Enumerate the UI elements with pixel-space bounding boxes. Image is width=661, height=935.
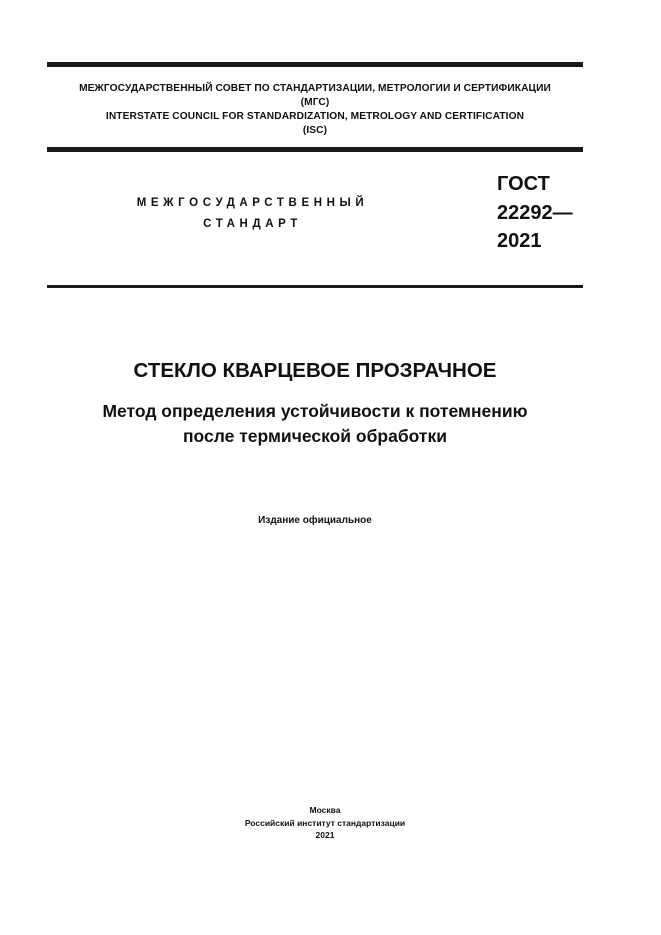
standard-type-line1: МЕЖГОСУДАРСТВЕННЫЙ bbox=[136, 197, 369, 209]
gost-label: ГОСТ bbox=[497, 173, 550, 195]
bottom-rule bbox=[47, 285, 583, 288]
gost-year: 2021 bbox=[497, 230, 542, 252]
top-rule bbox=[47, 62, 583, 67]
edition-note: Издание официальное bbox=[258, 515, 372, 526]
council-abbr-ru: (МГС) bbox=[300, 97, 330, 108]
gost-number: 22292— bbox=[497, 201, 573, 224]
gost-designation bbox=[497, 170, 573, 256]
subtitle-line2: после термической обработки bbox=[182, 426, 447, 446]
council-abbr-en: (ISC) bbox=[302, 125, 328, 136]
imprint-city: Москва bbox=[309, 805, 341, 815]
council-name-ru: МЕЖГОСУДАРСТВЕННЫЙ СОВЕТ ПО СТАНДАРТИЗАЦИИ, МЕТРОЛОГИИ И СЕРТИФИКАЦИИ bbox=[79, 83, 551, 94]
council-header bbox=[47, 82, 583, 138]
standard-type-line2: СТАНДАРТ bbox=[203, 218, 302, 230]
imprint-year: 2021 bbox=[315, 830, 335, 840]
document-title: СТЕКЛО КВАРЦЕВОЕ ПРОЗРАЧНОЕ bbox=[133, 359, 497, 382]
subtitle-line1: Метод определения устойчивости к потемнению bbox=[102, 401, 528, 421]
council-name-en: INTERSTATE COUNCIL FOR STANDARDIZATION, METROLOGY AND CERTIFICATION bbox=[105, 111, 525, 122]
standard-type bbox=[100, 193, 405, 235]
imprint bbox=[47, 804, 603, 842]
document-subtitle bbox=[47, 399, 583, 449]
middle-rule bbox=[47, 147, 583, 152]
imprint-publisher: Российский институт стандартизации bbox=[244, 817, 406, 828]
